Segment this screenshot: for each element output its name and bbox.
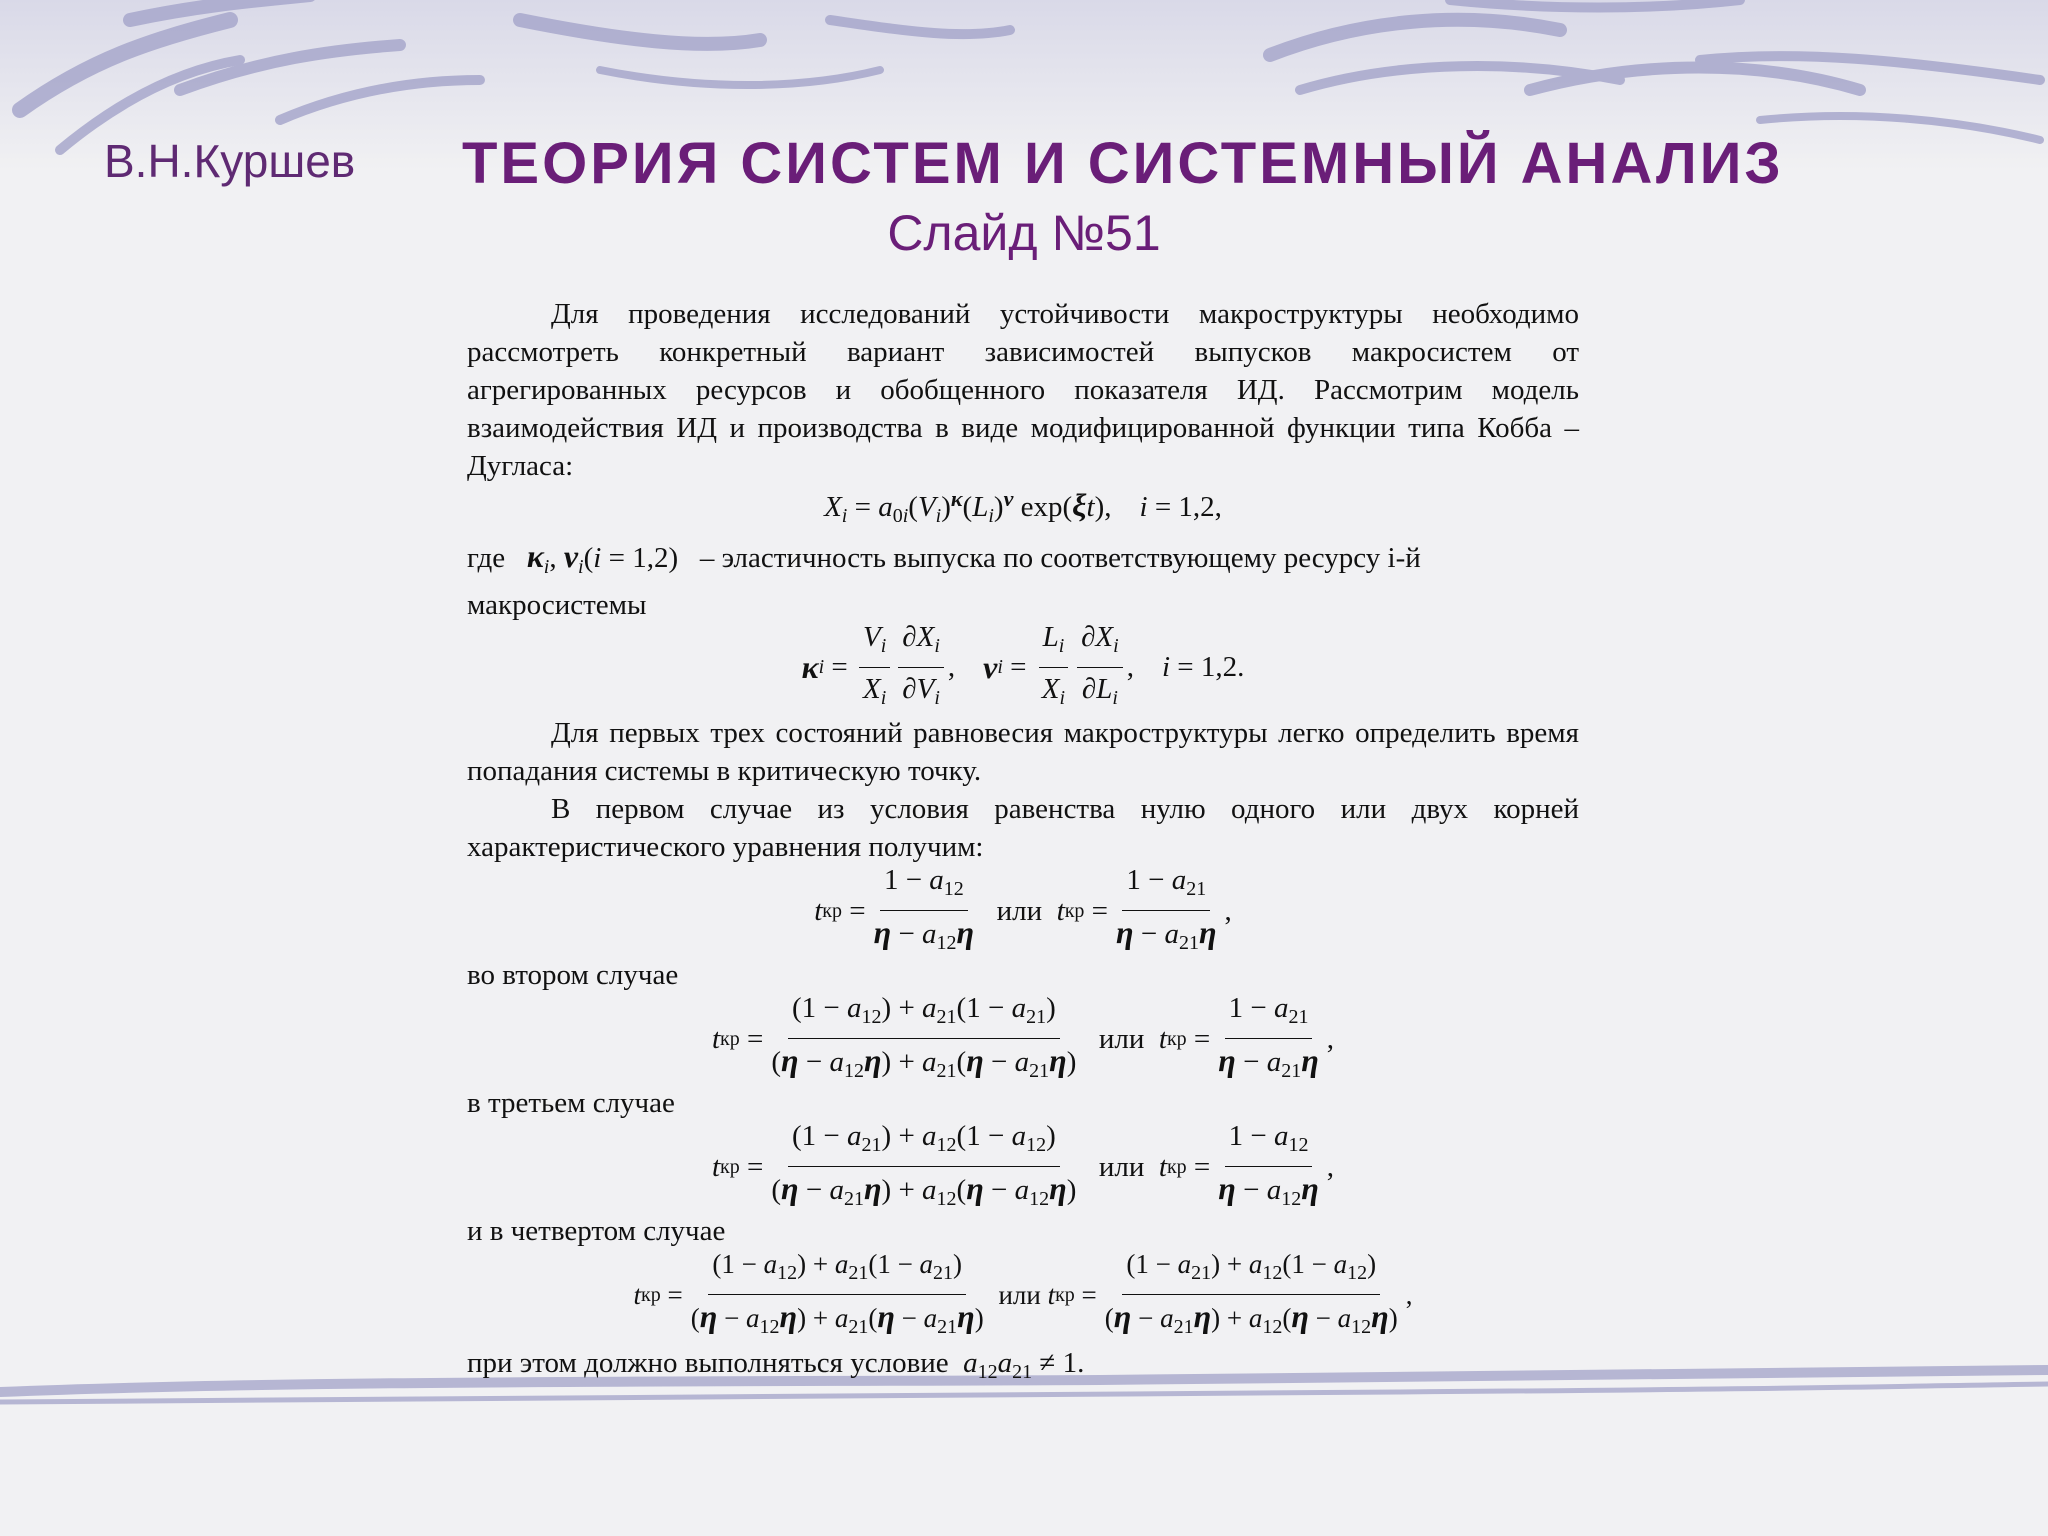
where-suffix: – эластичность выпуска по соответствующему ресурсу i-й	[699, 542, 1421, 574]
equation-case-1: t кр = $\frac{1 - a_{12}}{\eta - a_{12}\eta}$ или t кр = $\frac{1 - a_{21}}{\eta - a_{21}\eta}$ ,	[467, 866, 1579, 956]
where-prefix: где	[467, 542, 506, 574]
or-label: или	[996, 895, 1043, 927]
paragraph-critical-time: Для первых трех состояний равновесия макроструктуры легко определить время попадания системы в критическую точку.	[467, 717, 1579, 787]
where-line-2: макросистемы	[467, 589, 647, 621]
slide-content	[467, 295, 1579, 1391]
or-label: или	[998, 1280, 1041, 1310]
paragraph-intro: Для проведения исследований устойчивости макроструктуры необходимо рассмотреть конкретный вариант зависимостей выпусков макросистем от агрегированных ресурсов и обобщенного показателя ИД. Рассмотрим модель взаимодействия ИД и производства в виде модифицированной функции типа Кобба – Дугласа:	[467, 298, 1579, 482]
slide-number: Слайд №51	[887, 205, 1161, 261]
condition-line: при этом должно выполняться условие $a_{12}a_{21} \ne 1$.	[467, 1347, 1085, 1383]
case-3-label: в третьем случае	[467, 1087, 675, 1119]
where-line: где $\kappa_i$, $\nu_i(i = 1,2)$ – эластичность выпуска по соответствующему ресурсу i-й	[467, 538, 1421, 578]
equation-cobb-douglas: $X_i = a_{0i}(V_i)^\kappa(L_i)^\nu$ exp(ξt), i = 1,2,	[824, 485, 1222, 527]
or-label: или	[1098, 1151, 1145, 1183]
case-4-label: и в четвертом случае	[467, 1215, 726, 1247]
equation-case-4: t кр = $\frac{(1 - a_{12}) + a_{21}(1 - a_{21})}{(\eta - a_{12}\eta) + a_{21}(\eta - a_{21}\eta)}$ или t кр = $\frac{(1 - a_{21}) + a_{12}(1 - a_{12})}{(\eta - a_{21}\eta) + a_{12}(\eta - a_{12}\eta)}$ ,	[467, 1250, 1579, 1340]
slide-title: ТЕОРИЯ СИСТЕМ И СИСТЕМНЫЙ АНАЛИЗ	[462, 131, 1784, 196]
equation-case-2: t кр = $\frac{(1 - a_{12}) + a_{21}(1 - a_{21})}{(\eta - a_{12}\eta) + a_{21}(\eta - a_{21}\eta)}$ или t кр = $\frac{1 - a_{21}}{\eta - a_{21}\eta}$ ,	[467, 994, 1579, 1084]
or-label: или	[1098, 1023, 1145, 1055]
equation-elasticity: κ i = $\frac{V_i}{X_i}$ $\frac{\partial X_i}{\partial V_i}$ , ν i = $\frac{L_i}{X_i}$ $\frac{\partial X_i}{\partial L_i}$ , i = 1,2.	[467, 624, 1579, 710]
paragraph-first-case: В первом случае из условия равенства нулю одного или двух корней характеристического уравнения получим:	[467, 793, 1579, 863]
author-name: В.Н.Куршев	[104, 135, 356, 187]
case-2-label: во втором случае	[467, 959, 679, 991]
equation-case-3: t кр = $\frac{(1 - a_{21}) + a_{12}(1 - a_{12})}{(\eta - a_{21}\eta) + a_{12}(\eta - a_{12}\eta)}$ или t кр = $\frac{1 - a_{12}}{\eta - a_{12}\eta}$ ,	[467, 1122, 1579, 1212]
condition-text: при этом должно выполняться условие	[467, 1347, 949, 1379]
